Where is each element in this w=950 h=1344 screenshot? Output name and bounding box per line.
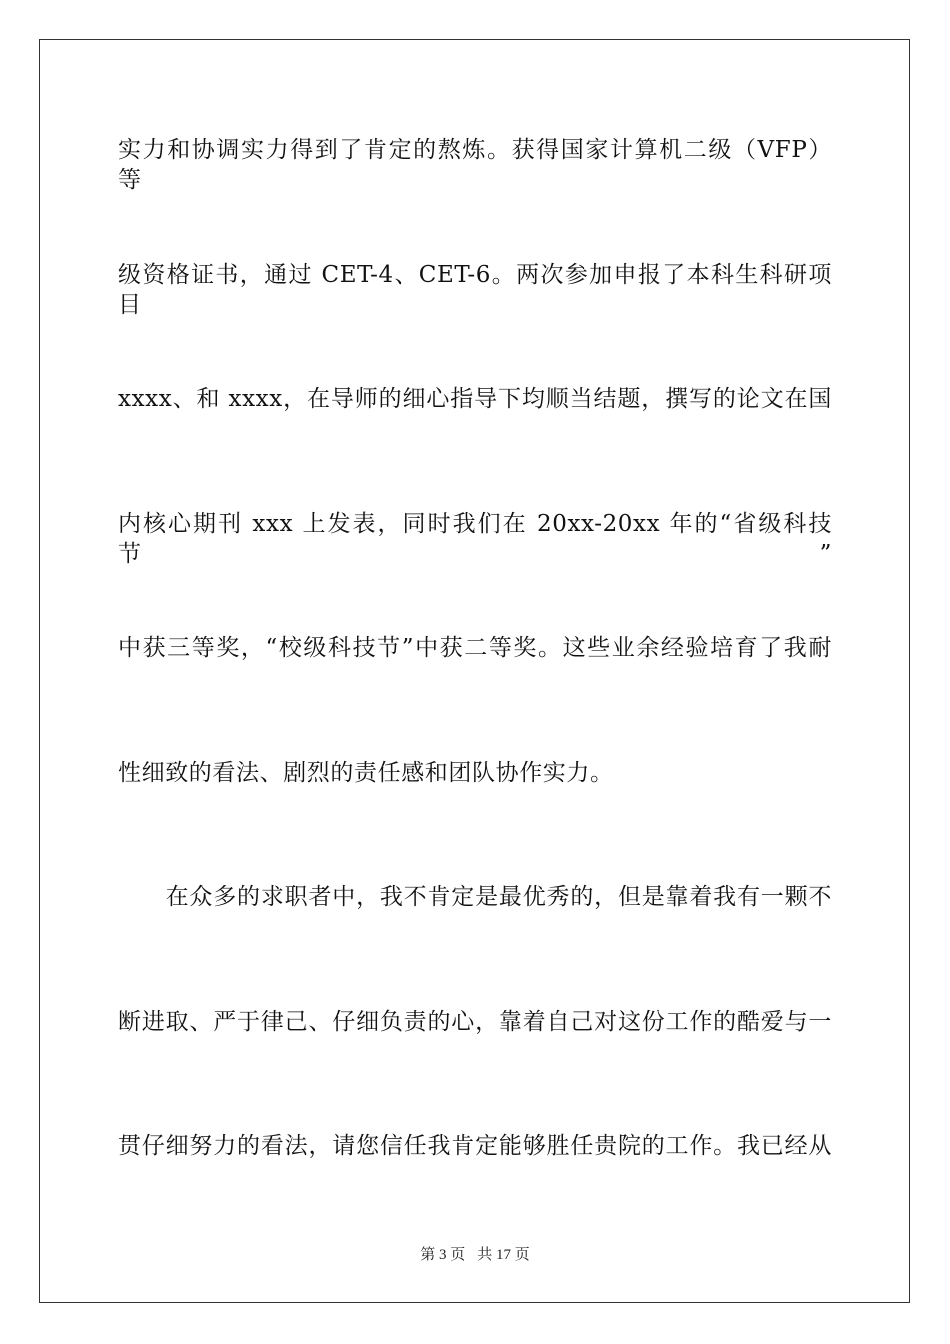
body-line-2: 级资格证书，通过 CET-4、CET-6。两次参加申报了本科生科研项目 bbox=[118, 262, 832, 318]
body-line-8: 断进取、严于律己、仔细负责的心，靠着自己对这份工作的酷爱与一 bbox=[118, 1009, 832, 1035]
body-line-9: 贯仔细努力的看法，请您信任我肯定能够胜任贵院的工作。我已经从 bbox=[118, 1133, 832, 1159]
body-line-5: 中获三等奖，“校级科技节”中获二等奖。这些业余经验培育了我耐 bbox=[118, 635, 832, 661]
body-line-4: 内核心期刊 xxx 上发表，同时我们在 20xx-20xx 年的“省级科技节” bbox=[118, 511, 832, 567]
body-line-6: 性细致的看法、剧烈的责任感和团队协作实力。 bbox=[118, 760, 614, 786]
body-line-7: 在众多的求职者中，我不肯定是最优秀的，但是靠着我有一颗不 bbox=[118, 884, 832, 910]
body-line-1: 实力和协调实力得到了肯定的熬炼。获得国家计算机二级（VFP） 等 bbox=[118, 137, 832, 193]
body-line-3: xxxx、和 xxxx，在导师的细心指导下均顺当结题，撰写的论文在国 bbox=[118, 386, 832, 412]
page-total: 共 17 页 bbox=[477, 1247, 530, 1263]
page-number: 第 3 页 bbox=[420, 1247, 466, 1263]
page-border bbox=[39, 39, 910, 1303]
page-footer bbox=[0, 1245, 950, 1265]
